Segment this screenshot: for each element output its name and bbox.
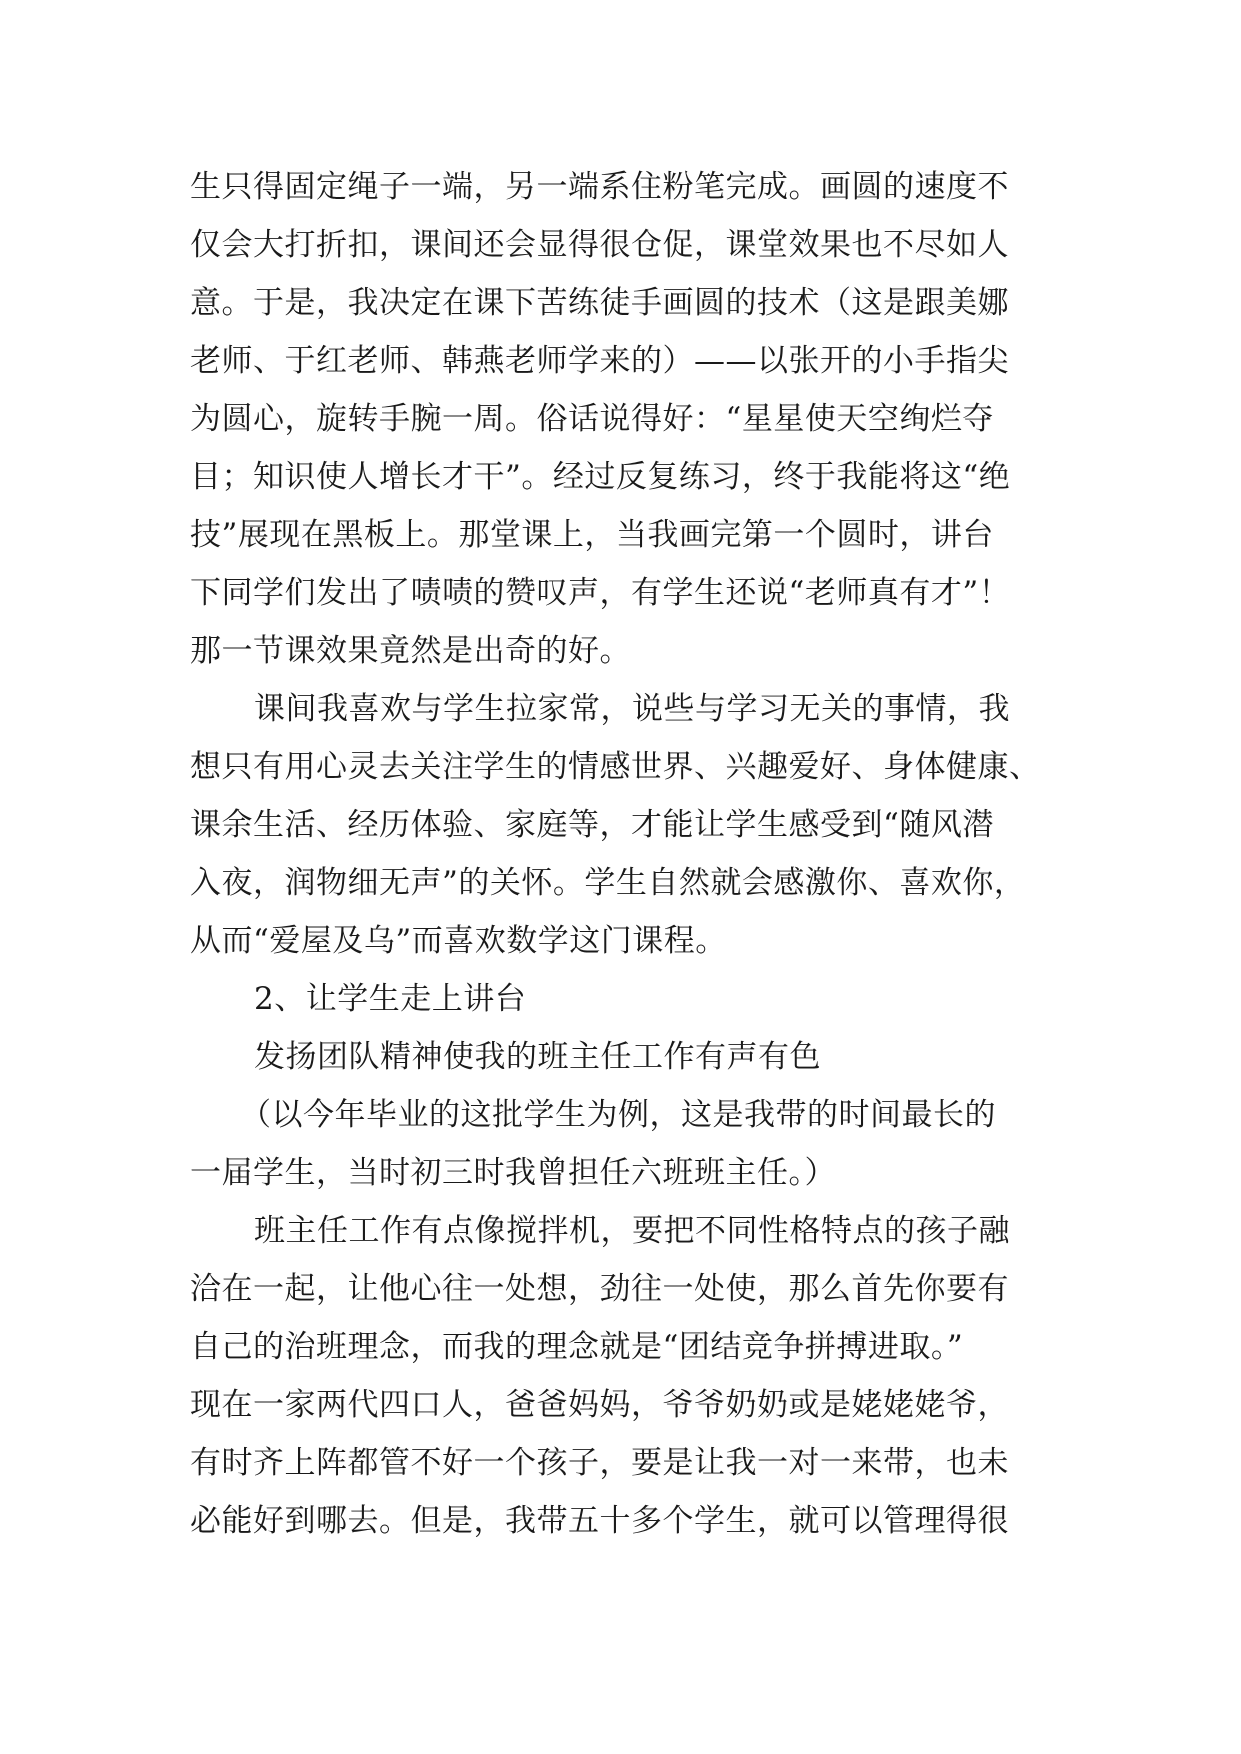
text-line: 入夜，润物细无声”的关怀。学生自然就会感激你、喜欢你， [190, 865, 1026, 901]
text-line: 老师、于红老师、韩燕老师学来的）——以张开的小手指尖 [190, 343, 1009, 379]
document-body [190, 158, 1050, 1550]
text-line: 有时齐上阵都管不好一个孩子，要是让我一对一来带，也未 [190, 1445, 1009, 1481]
text-line: 必能好到哪去。但是，我带五十多个学生，就可以管理得很 [190, 1503, 1009, 1539]
section-heading: 2、让学生走上讲台 [254, 981, 527, 1017]
text-line: 为圆心，旋转手腕一周。俗话说得好：“星星使天空绚烂夺 [190, 401, 994, 437]
text-line: 自己的治班理念，而我的理念就是“团结竞争拼搏进取。” [190, 1329, 964, 1365]
text-line: 意。于是，我决定在课下苦练徒手画圆的技术（这是跟美娜 [190, 285, 1009, 321]
text-line: 现在一家两代四口人，爸爸妈妈，爷爷奶奶或是姥姥姥爷， [190, 1387, 1009, 1423]
text-line: 技”展现在黑板上。那堂课上，当我画完第一个圆时，讲台 [190, 517, 994, 553]
paragraph-first-line: 班主任工作有点像搅拌机，要把不同性格特点的孩子融 [254, 1213, 1010, 1249]
text-line: 一届学生，当时初三时我曾担任六班班主任。） [190, 1155, 836, 1191]
paragraph-first-line: 课间我喜欢与学生拉家常，说些与学习无关的事情，我 [254, 691, 1010, 727]
text-line: 课余生活、经历体验、家庭等，才能让学生感受到“随风潜 [190, 807, 994, 843]
section-subheading: 发扬团队精神使我的班主任工作有声有色 [254, 1039, 821, 1075]
paragraph-first-line: （以今年毕业的这批学生为例，这是我带的时间最长的 [240, 1097, 996, 1133]
text-line: 目；知识使人增长才干”。经过反复练习，终于我能将这“绝 [190, 459, 1011, 495]
text-line: 洽在一起，让他心往一处想，劲往一处使，那么首先你要有 [190, 1271, 1009, 1307]
text-line: 生只得固定绳子一端，另一端系住粉笔完成。画圆的速度不 [190, 169, 1009, 205]
text-line: 想只有用心灵去关注学生的情感世界、兴趣爱好、身体健康、 [190, 749, 1041, 785]
text-line: 那一节课效果竟然是出奇的好。 [190, 633, 631, 669]
text-line: 仅会大打折扣，课间还会显得很仓促，课堂效果也不尽如人 [190, 227, 1009, 263]
text-line: 下同学们发出了啧啧的赞叹声，有学生还说“老师真有才”！ [190, 575, 1011, 611]
text-line: 从而“爱屋及乌”而喜欢数学这门课程。 [190, 923, 727, 959]
